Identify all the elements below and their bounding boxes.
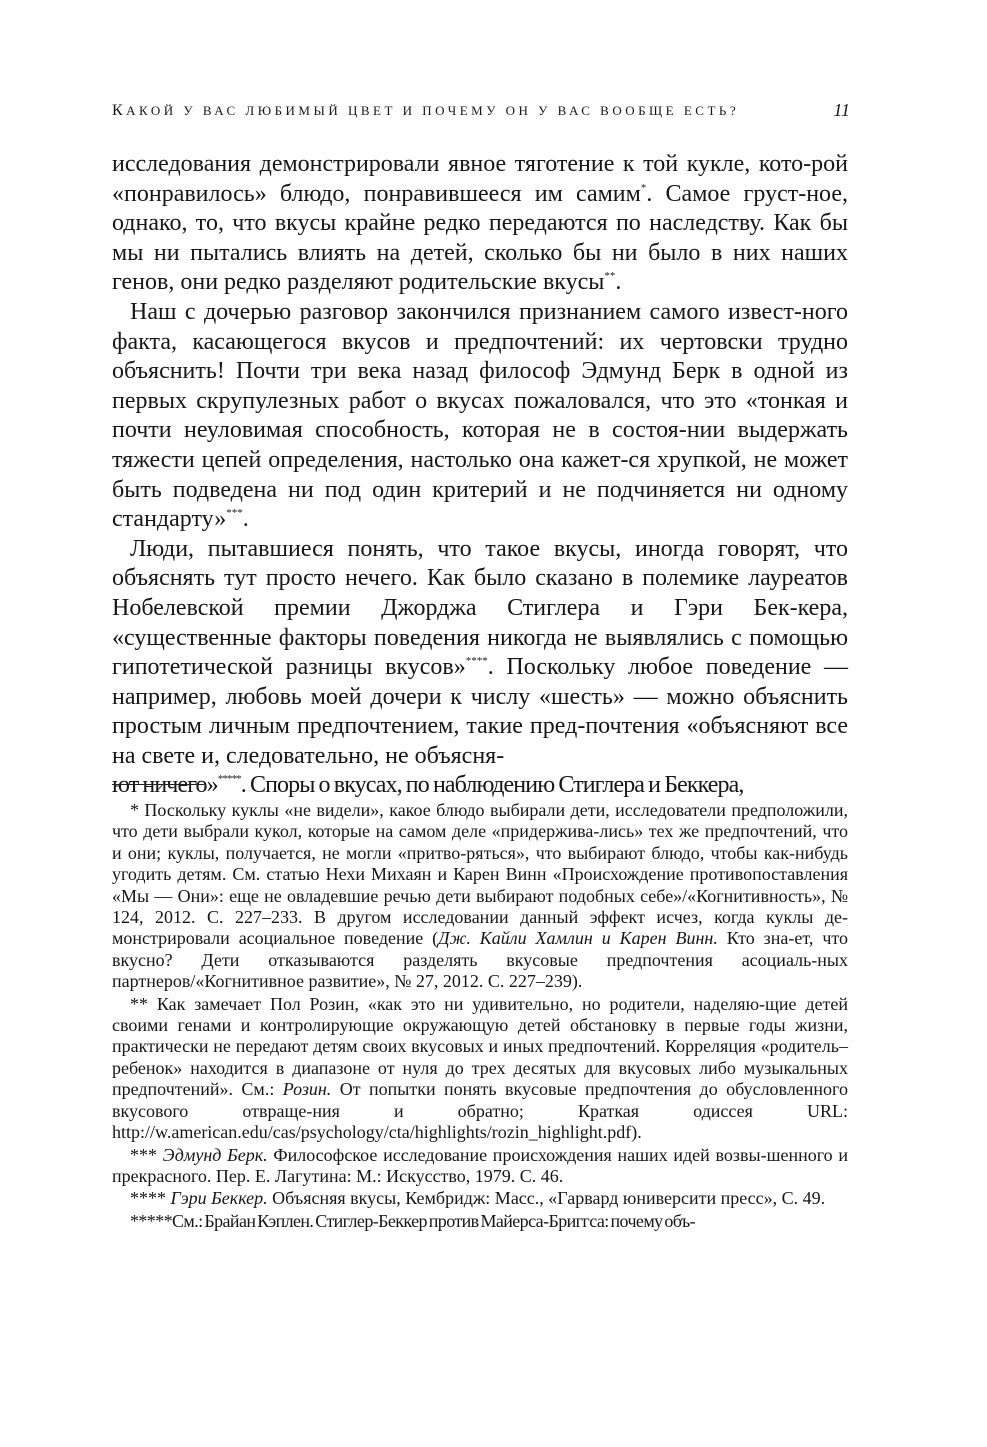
paragraph-3 [112, 535, 848, 772]
paragraph-3-last-line [112, 771, 848, 801]
running-title-text: АКОЙ У ВАС ЛЮБИМЫЙ ЦВЕТ И ПОЧЕМУ ОН У ВАС ВООБЩЕ ЕСТЬ? [126, 103, 740, 118]
footnote-5 [112, 1211, 848, 1232]
footnote-3 [112, 1145, 848, 1188]
running-title [112, 102, 739, 120]
paragraph-1-text-b: . Самое груст-ное, однако, то, что вкусы крайне редко передаются по наследству. Как бы мы ни пытались влиять на детей, сколько бы ни было в них наших генов, они редко разделяют родительские вкусы [112, 180, 848, 296]
footnote-2-author: Розин. [282, 1079, 332, 1100]
paragraph-3-text-d: . Споры о вкусах, по наблюдению Стиглера и Беккера, [240, 772, 744, 799]
footnote-ref-1: * [640, 181, 647, 194]
paragraph-3-text-c: ют ничего» [112, 772, 218, 799]
paragraph-2-text-b: . [242, 506, 249, 533]
footnote-1-author: Дж. Кайли Хамлин и Карен Винн. [438, 928, 718, 949]
paragraph-1-text-c: . [615, 269, 622, 296]
paragraph-3-text-a: Люди, пытавшиеся понять, что такое вкусы, иногда говорят, что объяснять тут просто нечего. Как было сказано в полемике лауреатов Нобелевской премии Джорджа Стиглера и Гэри Бек-кера, «существенные факторы поведения никогда не выявлялись с помощью гипотетической разницы вкусов» [112, 535, 848, 681]
footnote-3-text-b: Философское исследование происхождения наших идей возвы-шенного и прекрасного. Пер. Е. Лагутина: М.: Искусство, 1979. С. 46. [112, 1144, 849, 1186]
footnote-ref-2: ** [604, 270, 616, 283]
footnote-ref-4: **** [465, 655, 488, 668]
footnote-2 [112, 994, 848, 1144]
paragraph-2 [112, 298, 848, 535]
footnote-3-author: Эдмунд Берк. [162, 1144, 268, 1165]
body-text [112, 150, 848, 801]
footnote-2-text-a: ** Как замечает Пол Розин, «как это ни удивительно, но родители, наделяю-щие детей своими генами и контролирующие окружающую детей обстановку в первые годы жизни, практически не передают детям своих вкусовых и иных предпочтений. Корреляция «родитель–ребенок» находится в диапазоне от нуля до трех десятых для вкусовых либо музыкальных предпочтений». См.: [112, 993, 848, 1100]
paragraph-1 [112, 150, 848, 298]
footnote-4-author: Гэри Беккер. [170, 1188, 268, 1209]
footnotes [112, 800, 848, 1232]
footnote-ref-3: *** [226, 507, 243, 520]
paragraph-2-text-a: Наш с дочерью разговор закончился признанием самого извест-ного факта, касающегося вкусов и предпочтений: их чертовски трудно объяснить! Почти три века назад философ Эдмунд Берк в одной из первых скрупулезных работ о вкусах пожаловался, что это «тонкая и почти неуловимая способность, которая не в состоя-нии выдержать тяжести цепей определения, настолько она кажет-ся хрупкой, не может быть подведена ни под один критерий и не подчиняется ни одному стандарту» [112, 298, 848, 533]
footnote-4-text-b: Объясняя вкусы, Кембридж: Масс., «Гарвард юниверсити пресс», С. 49. [267, 1188, 826, 1209]
page-number: 11 [833, 100, 850, 120]
paragraph-1-text-a: исследования демонстрировали явное тяготение к той кукле, кото-рой «понравилось» блюдо, понравившееся им самим [112, 151, 848, 207]
footnote-1-text-a: * Поскольку куклы «не видели», какое блюдо выбирали дети, исследователи предположили, что дети выбрали кукол, которые на самом деле «придержива-лись» тех же предпочтений, что и они; куклы, получается, не могли «притво-ряться», что выбирают блюдо, чтобы как-нибудь угодить детям. См. статью Нехи Михаян и Карен Винн «Происхождение противопоставления «Мы — Они»: еще не овладевшие речью дети выбирают подобных себе»/«Когнитивность», № 124, 2012. С. 227–233. В другом исследовании данный эффект исчез, когда куклы де-монстрировали асоциальное поведение ( [112, 800, 848, 949]
paragraph-3-text-b: . Поскольку любое поведение — например, любовь моей дочери к числу «шесть» — можно объяснить простым личным предпочтением, такие пред-почтения «объясняют все на свете и, следовательно, не объясня- [112, 654, 848, 769]
footnote-1-text-b: Кто зна-ет, что вкусно? Дети отказываются разделять вкусовые предпочтения асоциаль-ных партнеров/«Когнитивное развитие», № 27, 2012. С. 227–239). [112, 928, 849, 992]
footnote-separator [112, 784, 204, 785]
footnote-5-text: *****См.: Брайан Кэплен. Стиглер-Беккер против Майерса-Бриггса: почему объ- [130, 1210, 696, 1231]
footnote-3-text-a: *** [130, 1144, 163, 1165]
footnote-ref-5: ***** [217, 773, 241, 786]
footnote-1 [112, 800, 848, 993]
footnote-4-text-a: **** [130, 1188, 171, 1209]
running-head [112, 100, 850, 126]
footnote-4 [112, 1188, 848, 1209]
running-title-initial: К [112, 102, 127, 119]
footnote-2-text-b: От попытки понять вкусовые предпочтения до обусловленного вкусового отвраще-ния и обратно; Краткая одиссея URL: http://w.american.edu/cas/psychology/cta/highlights/rozin_highlight.pdf). [112, 1079, 848, 1143]
